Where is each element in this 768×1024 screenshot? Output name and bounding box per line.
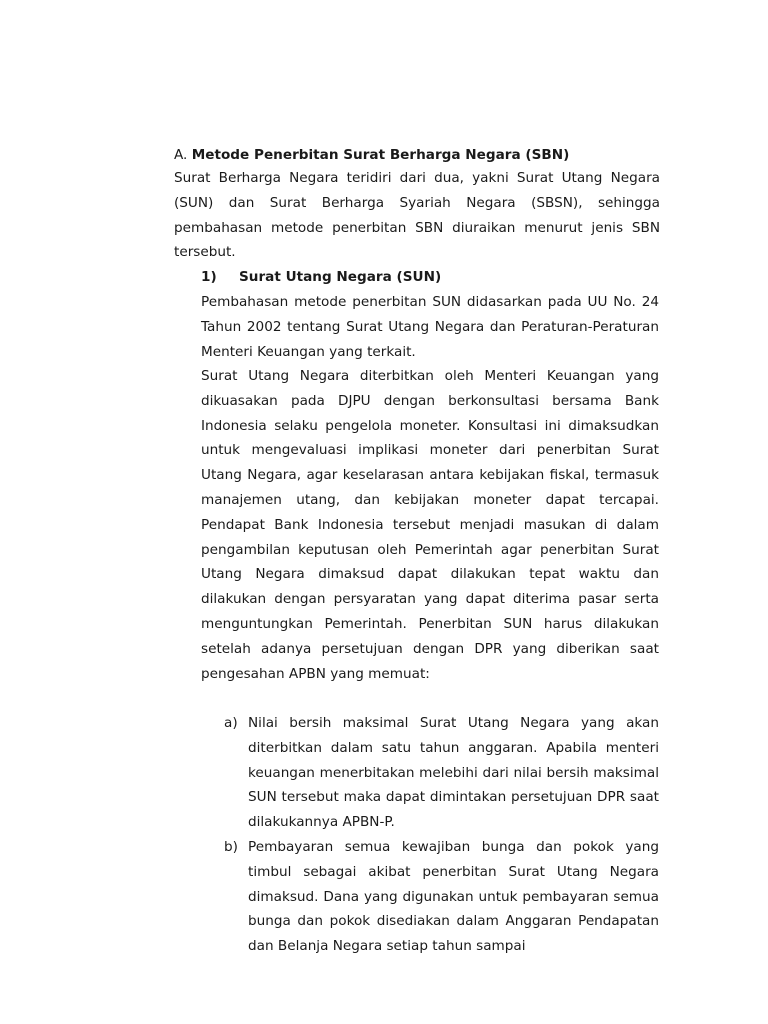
list-marker: a) — [224, 715, 238, 731]
subsection-heading — [201, 265, 660, 290]
subsection-title: Surat Utang Negara (SUN) — [239, 269, 442, 285]
list-marker: b) — [224, 839, 238, 855]
list-item-text: Nilai bersih maksimal Surat Utang Negara yang akan diterbitkan dalam satu tahun anggaran. Apabila menteri keuangan menerbitakan melebihi dari nilai bersih maksimal SUN tersebut maka dapat dimintakan persetujuan DPR saat dilakukannya APBN-P. — [248, 715, 659, 831]
body-paragraph: Pembahasan metode penerbitan SUN didasarkan pada UU No. 24 Tahun 2002 tentang Surat Utang Negara dan Peraturan-Peraturan Menteri Keuangan yang terkait. — [201, 294, 659, 360]
list-item — [224, 835, 659, 959]
section-intro-paragraph: Surat Berharga Negara teridiri dari dua, yakni Surat Utang Negara (SUN) dan Surat Berharga Syariah Negara (SBSN), sehingga pembahasan metode penerbitan SBN diuraikan menurut jenis SBN tersebut. — [174, 170, 660, 261]
body-paragraph: Surat Utang Negara diterbitkan oleh Menteri Keuangan yang dikuasakan pada DJPU dengan berkonsultasi bersama Bank Indonesia selaku pengelola moneter. Konsultasi ini dimaksudkan untuk mengevaluasi implikasi moneter dari penerbitan Surat Utang Negara, agar keselarasan antara kebijakan fiskal, termasuk manajemen utang, dan kebijakan moneter dapat tercapai. Pendapat Bank Indonesia tersebut menjadi masukan di dalam pengambilan keputusan oleh Pemerintah agar penerbitan Surat Utang Negara dimaksud dapat dilakukan tepat waktu dan dilakukan dengan persyaratan yang dapat diterima pasar serta menguntungkan Pemerintah. Penerbitan SUN harus dilakukan setelah adanya persetujuan dengan DPR yang diberikan saat pengesahan APBN yang memuat: — [201, 368, 659, 682]
list-item — [224, 711, 659, 835]
subsection-number: 1) — [201, 269, 217, 285]
section-title: Metode Penerbitan Surat Berharga Negara (SBN) — [191, 147, 570, 163]
list-item-text: Pembayaran semua kewajiban bunga dan pokok yang timbul sebagai akibat penerbitan Surat Utang Negara dimaksud. Dana yang digunakan untuk pembayaran semua bunga dan pokok disediakan dalam Anggaran Pendapatan dan Belanja Negara setiap tahun sampai — [248, 839, 659, 955]
section-prefix: A. — [174, 147, 188, 163]
section-heading — [174, 143, 660, 168]
